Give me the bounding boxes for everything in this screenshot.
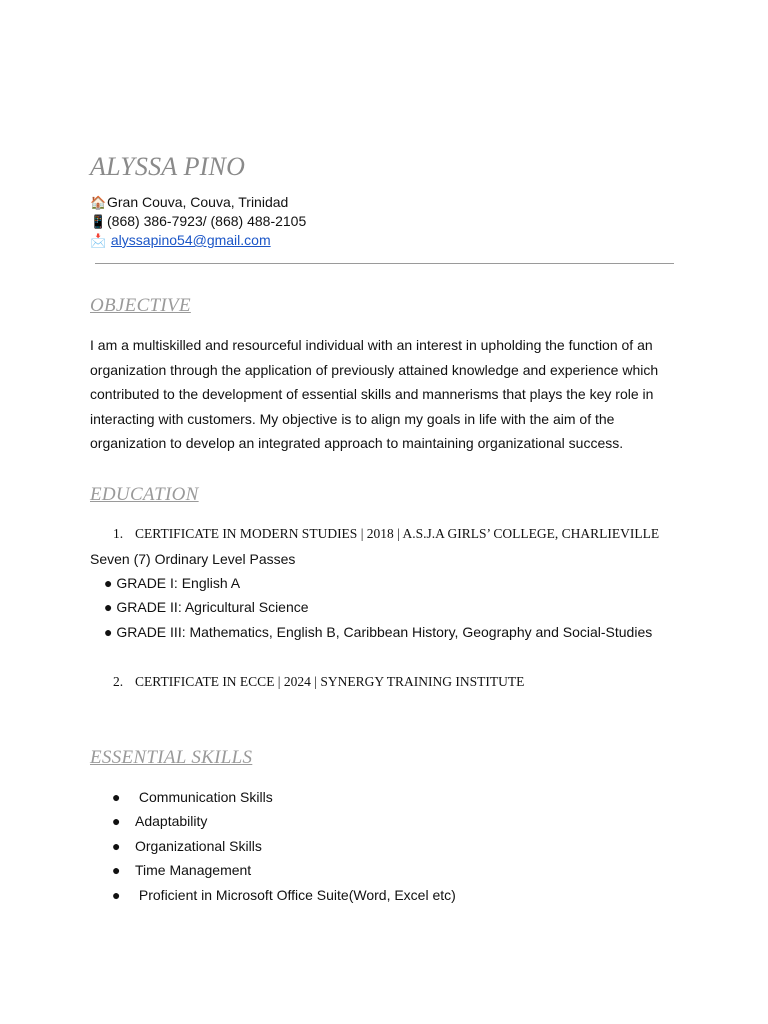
objective-heading: OBJECTIVE bbox=[90, 295, 191, 316]
phone-text: (868) 386-7923/ (868) 488-2105 bbox=[107, 213, 307, 229]
education-item-2-title bbox=[113, 674, 524, 690]
mobile-phone-icon: 📱 bbox=[90, 214, 107, 229]
header-divider bbox=[95, 263, 674, 264]
address-text: Gran Couva, Couva, Trinidad bbox=[107, 194, 289, 210]
email-link[interactable]: alyssapino54@gmail.com bbox=[110, 232, 271, 248]
skills-heading: ESSENTIAL SKILLS bbox=[90, 747, 253, 768]
education-item-2-number: 2. bbox=[113, 674, 124, 689]
objective-text: I am a multiskilled and resourceful individual with an interest in upholding the function of an organization through the application of previously attained knowledge and experience which contributed to the development of essential skills and mannerisms that plays the key role in interacting with customers. My objective is to align my goals in life with the aim of the organization to develop an integrated approach to maintaining organizational success. bbox=[90, 337, 659, 452]
phone-line bbox=[90, 213, 306, 230]
education-heading: EDUCATION bbox=[90, 484, 199, 505]
education-item-2-title-text: CERTIFICATE IN ECCE | 2024 | SYNERGY TRAINING INSTITUTE bbox=[135, 674, 525, 689]
house-icon: 🏠 bbox=[90, 195, 107, 210]
education-item-1-number: 1. bbox=[113, 526, 124, 541]
address-line bbox=[90, 194, 288, 211]
envelope-icon: 📩 bbox=[90, 233, 107, 248]
education-item-1-title bbox=[113, 526, 659, 542]
skill-list-item: ● Proficient in Microsoft Office Suite(Word, Excel etc) bbox=[112, 887, 456, 903]
skill-list-item: ● Organizational Skills bbox=[112, 838, 262, 854]
candidate-name: ALYSSA PINO bbox=[90, 152, 246, 181]
skill-list-item: ● Adaptability bbox=[112, 813, 208, 829]
skill-list-item: ● Time Management bbox=[112, 862, 252, 878]
education-item-1-title-text: CERTIFICATE IN MODERN STUDIES | 2018 | A.S.J.A GIRLS’ COLLEGE, CHARLIEVILLE bbox=[135, 526, 660, 541]
email-line bbox=[90, 232, 271, 249]
grade-list-item: ● GRADE I: English A bbox=[104, 575, 241, 591]
grade-list-item: ● GRADE III: Mathematics, English B, Caribbean History, Geography and Social-Studies bbox=[104, 624, 653, 640]
grade-list-item: ● GRADE II: Agricultural Science bbox=[104, 599, 309, 615]
education-item-1-subtitle: Seven (7) Ordinary Level Passes bbox=[90, 551, 296, 567]
skill-list-item: ● Communication Skills bbox=[112, 789, 273, 805]
